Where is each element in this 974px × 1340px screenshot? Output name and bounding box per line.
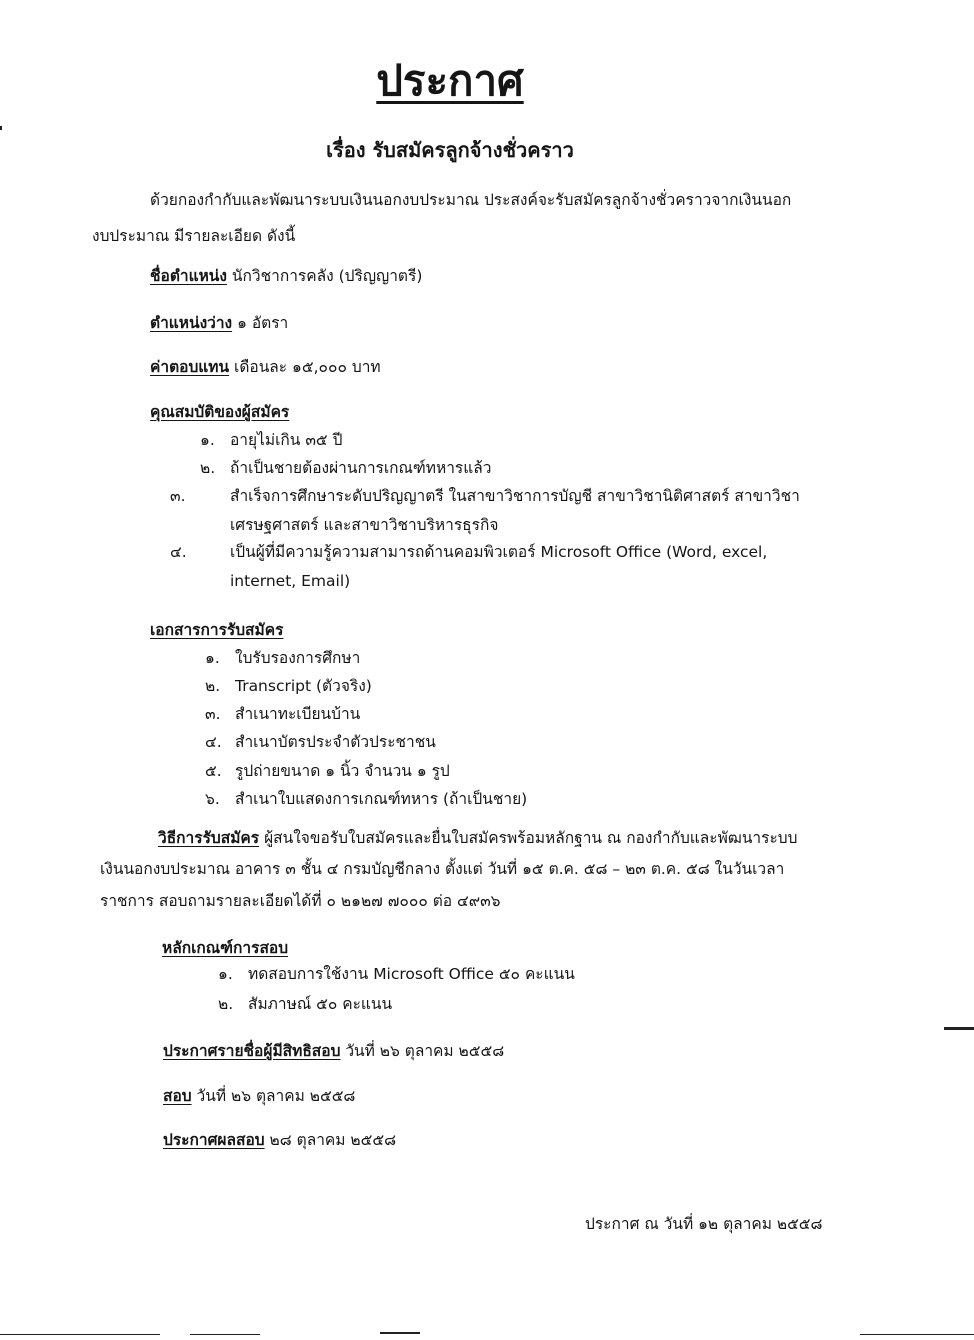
qualification-text: อายุไม่เกิน ๓๕ ปี xyxy=(230,431,343,449)
page-title xyxy=(0,48,900,114)
criteria-item xyxy=(218,994,392,1014)
signoff: ประกาศ ณ วันที่ ๑๒ ตุลาคม ๒๕๕๘ xyxy=(585,1215,823,1233)
document-item xyxy=(205,761,450,781)
qualification-num: ๑. xyxy=(200,431,215,449)
exam-label: สอบ xyxy=(163,1087,192,1105)
page-title-text: ประกาศ xyxy=(376,56,524,105)
result-row xyxy=(163,1130,396,1150)
scan-mark xyxy=(190,1334,260,1335)
qualification-text: ถ้าเป็นชายต้องผ่านการเกณฑ์ทหารแล้ว xyxy=(230,459,492,477)
document-num: ๓. xyxy=(205,705,221,723)
application-line-2: เงินนอกงบประมาณ อาคาร ๓ ชั้น ๔ กรมบัญชีกลาง ตั้งแต่ วันที่ ๑๕ ต.ค. ๕๘ – ๒๓ ต.ค. ๕๘ ในวันเวลา xyxy=(100,860,785,878)
announce-list-value: วันที่ ๒๖ ตุลาคม ๒๕๕๘ xyxy=(345,1042,505,1060)
position-row xyxy=(150,266,422,286)
application-label: วิธีการรับสมัคร xyxy=(158,829,260,847)
document-text: รูปถ่ายขนาด ๑ นิ้ว จำนวน ๑ รูป xyxy=(235,762,450,780)
document-num: ๖. xyxy=(205,790,220,808)
position-value: นักวิชาการคลัง (ปริญญาตรี) xyxy=(231,267,423,285)
qualifications-heading-text: คุณสมบัติของผู้สมัคร xyxy=(150,403,290,421)
document-text: สำเนาใบแสดงการเกณฑ์ทหาร (ถ้าเป็นชาย) xyxy=(235,790,528,808)
result-label: ประกาศผลสอบ xyxy=(163,1131,265,1149)
document-item xyxy=(205,648,360,668)
application-text: ผู้สนใจขอรับใบสมัครและยื่นใบสมัครพร้อมหลักฐาน ณ กองกำกับและพัฒนาระบบ xyxy=(264,829,798,847)
scan-mark xyxy=(0,1334,160,1335)
qualification-num: ๓. xyxy=(170,487,186,505)
qualification-num: ๔. xyxy=(170,543,187,561)
document-text: สำเนาทะเบียนบ้าน xyxy=(235,705,361,723)
scan-mark xyxy=(0,126,2,130)
vacancy-row xyxy=(150,313,288,333)
document-num: ๒. xyxy=(205,677,221,695)
exam-value: วันที่ ๒๖ ตุลาคม ๒๕๕๘ xyxy=(196,1087,356,1105)
document-text: ใบรับรองการศึกษา xyxy=(235,649,361,667)
criteria-item xyxy=(218,964,575,984)
qualification-text: สำเร็จการศึกษาระดับปริญญาตรี ในสาขาวิชาการบัญชี สาขาวิชานิติศาสตร์ สาขาวิชาเศรษฐศาสตร์ และสาขาวิชาบริหารธุรกิจ xyxy=(230,487,800,534)
document-text: สำเนาบัตรประจำตัวประชาชน xyxy=(235,733,436,751)
document-item xyxy=(205,704,360,724)
intro-line-2: งบประมาณ มีรายละเอียด ดังนี้ xyxy=(92,227,296,245)
announce-list-row xyxy=(163,1041,504,1061)
document-item xyxy=(205,789,527,809)
documents-heading xyxy=(150,620,283,640)
qualification-item xyxy=(170,482,830,540)
result-value: ๒๘ ตุลาคม ๒๕๕๘ xyxy=(269,1131,397,1149)
qualification-item xyxy=(200,458,491,478)
announce-list-label: ประกาศรายชื่อผู้มีสิทธิสอบ xyxy=(163,1042,341,1060)
salary-label: ค่าตอบแทน xyxy=(150,358,230,376)
documents-heading-text: เอกสารการรับสมัคร xyxy=(150,621,284,639)
page-subtitle: เรื่อง รับสมัครลูกจ้างชั่วคราว xyxy=(326,138,574,162)
criteria-num: ๒. xyxy=(218,995,234,1013)
criteria-heading xyxy=(162,938,288,958)
criteria-text: ทดสอบการใช้งาน Microsoft Office ๕๐ คะแนน xyxy=(248,965,575,983)
vacancy-label: ตำแหน่งว่าง xyxy=(150,314,233,332)
salary-row xyxy=(150,357,381,377)
document-num: ๕. xyxy=(205,762,222,780)
vacancy-value: ๑ อัตรา xyxy=(237,314,289,332)
document-item xyxy=(205,676,372,696)
criteria-text: สัมภาษณ์ ๕๐ คะแนน xyxy=(248,995,393,1013)
qualifications-heading xyxy=(150,402,289,422)
position-label: ชื่อตำแหน่ง xyxy=(150,267,227,285)
intro-line-1: ด้วยกองกำกับและพัฒนาระบบเงินนอกงบประมาณ ประสงค์จะรับสมัครลูกจ้างชั่วคราวจากเงินนอก xyxy=(150,191,792,209)
qualification-item xyxy=(200,430,342,450)
scan-mark xyxy=(944,1027,974,1030)
application-line-3: ราชการ สอบถามรายละเอียดได้ที่ ๐ ๒๑๒๗ ๗๐๐๐ ต่อ ๔๙๓๖ xyxy=(100,892,501,910)
document-num: ๔. xyxy=(205,733,222,751)
salary-value: เดือนละ ๑๕,๐๐๐ บาท xyxy=(234,358,381,376)
qualification-item xyxy=(170,538,830,596)
qualification-num: ๒. xyxy=(200,459,216,477)
document-item xyxy=(205,732,436,752)
criteria-num: ๑. xyxy=(218,965,233,983)
document-num: ๑. xyxy=(205,649,220,667)
scan-mark xyxy=(380,1332,420,1334)
scan-mark xyxy=(860,1334,974,1335)
criteria-heading-text: หลักเกณฑ์การสอบ xyxy=(162,939,289,957)
document-text: Transcript (ตัวจริง) xyxy=(235,677,372,695)
qualification-text: เป็นผู้ที่มีความรู้ความสามารถด้านคอมพิวเตอร์ Microsoft Office (Word, excel, internet, Email) xyxy=(230,543,768,590)
exam-row xyxy=(163,1086,355,1106)
application-line-1 xyxy=(158,828,797,848)
